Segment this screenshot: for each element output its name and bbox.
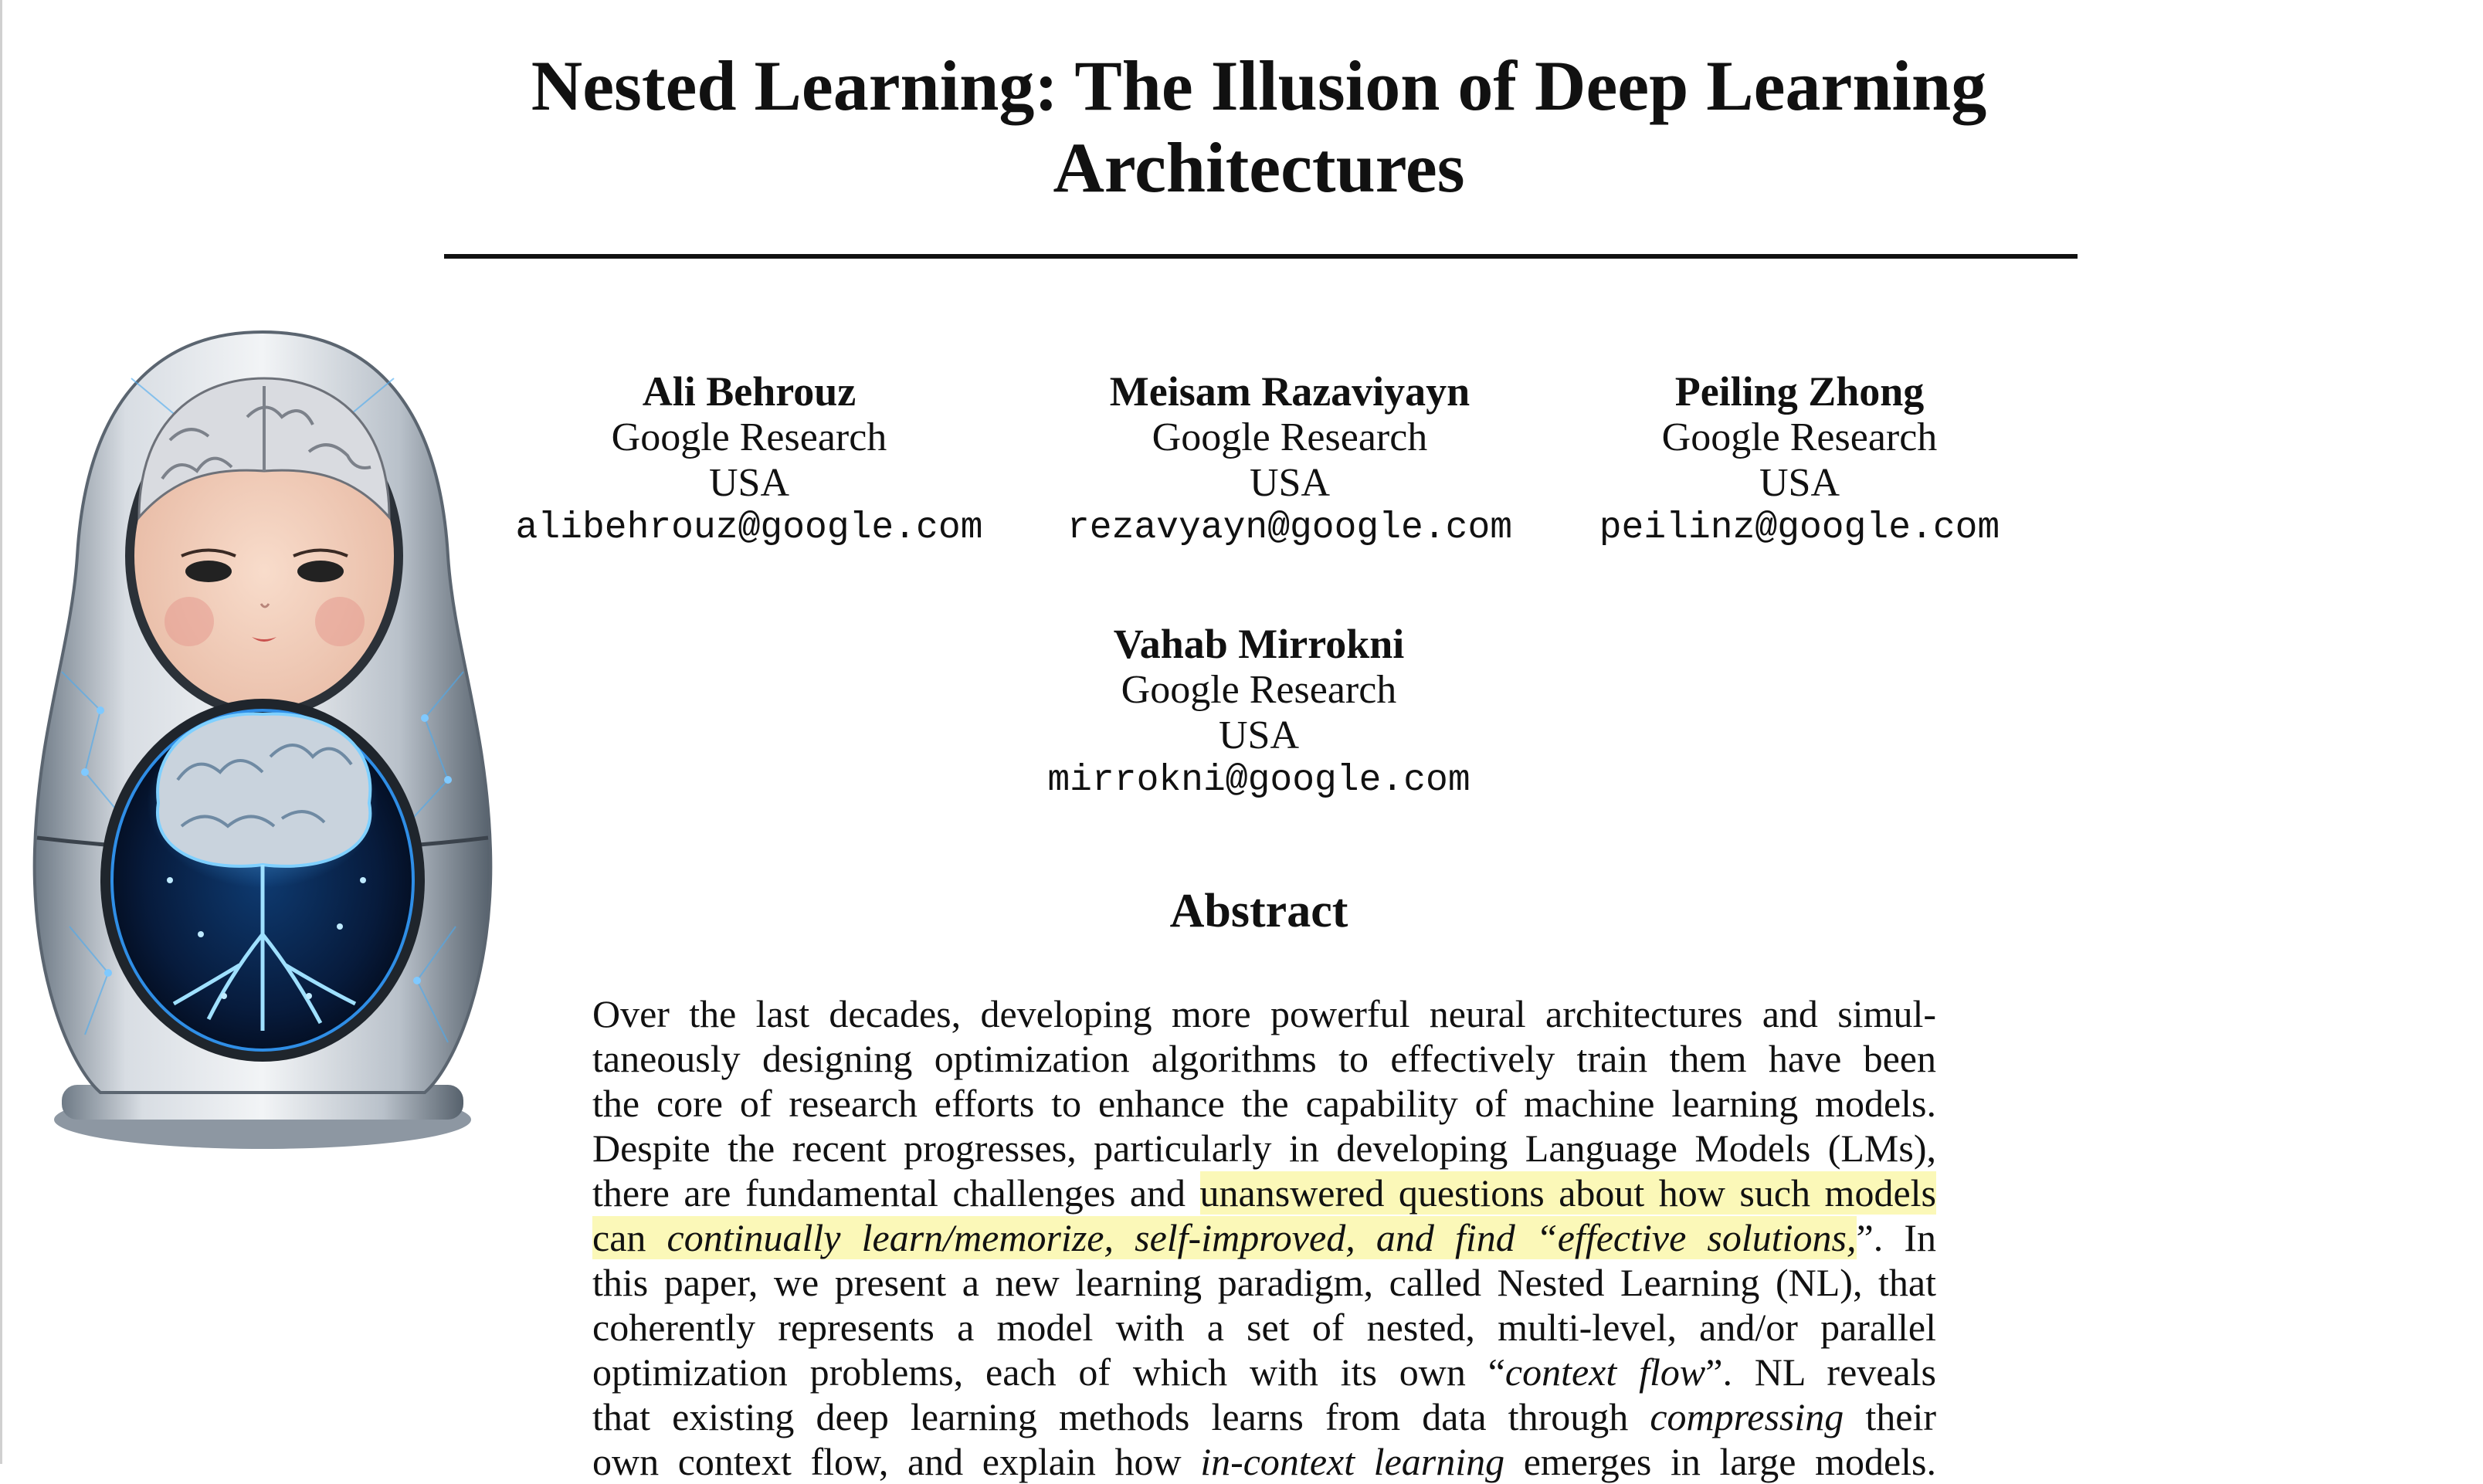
abstract-line (592, 1439, 1936, 1484)
title-line-1: Nested Learning: The Illusion of Deep Learning (531, 46, 1987, 125)
author-country: USA (708, 461, 790, 505)
author-email[interactable]: mirrokni@google.com (1047, 760, 1470, 801)
author-block (1012, 369, 1568, 551)
abstract-line: Despite the recent progresses, particularly in developing Language Models (LMs), (592, 1127, 1936, 1170)
author-name: Vahab Mirrokni (1113, 621, 1405, 667)
author-country: USA (1759, 461, 1840, 505)
abstract-fragment: there are fundamental challenges and (592, 1171, 1200, 1215)
page-left-edge (0, 0, 2, 1464)
abstract-fragment: ”. NL reveals (1705, 1350, 1936, 1394)
emphasized-text: context flow (1504, 1350, 1706, 1394)
emphasized-text: in-context learning (1200, 1440, 1505, 1483)
author-affiliation: Google Research (611, 415, 887, 459)
highlighted-text: continually learn/memorize, self-improved, (667, 1216, 1355, 1259)
abstract-fragment: ”. In (1856, 1216, 1936, 1259)
author-block (1521, 369, 2078, 551)
abstract-line (592, 1171, 1936, 1215)
abstract-line (592, 1350, 1936, 1394)
abstract-text (592, 991, 1936, 1484)
author-name: Ali Behrouz (642, 368, 856, 415)
author-affiliation: Google Research (1121, 668, 1397, 712)
abstract-line: Over the last decades, developing more powerful neural architectures and simul- (592, 992, 1936, 1035)
title-line-2: Architectures (1053, 128, 1465, 207)
author-email[interactable]: peilinz@google.com (1599, 507, 2000, 549)
author-affiliation: Google Research (1152, 415, 1428, 459)
author-email[interactable]: alibehrouz@google.com (515, 507, 983, 549)
highlighted-text: can (592, 1216, 667, 1259)
abstract-fragment: emerges in large models. (1504, 1440, 1936, 1483)
author-country: USA (1218, 713, 1300, 757)
title-rule (444, 254, 2078, 259)
abstract-fragment: optimization problems, each of which with its own “ (592, 1350, 1505, 1394)
matryoshka-brain-doll-icon (15, 324, 510, 1158)
author-country: USA (1249, 461, 1331, 505)
author-name: Peiling Zhong (1674, 368, 1925, 415)
paper-title (432, 45, 2085, 208)
author-email[interactable]: rezavyayn@google.com (1067, 507, 1513, 549)
abstract-heading: Abstract (1169, 885, 1348, 937)
author-block (479, 369, 1019, 551)
abstract-line (592, 1215, 1936, 1260)
abstract-fragment: own context flow, and explain how (592, 1440, 1201, 1483)
abstract-line: coherently represents a model with a set of nested, multi-level, and/or parallel (592, 1306, 1936, 1349)
abstract-line (592, 1394, 1936, 1439)
abstract-fragment: their (1844, 1395, 1936, 1438)
author-affiliation: Google Research (1661, 415, 1938, 459)
highlighted-text: and find “effective solutions, (1355, 1216, 1857, 1259)
abstract-line: the core of research efforts to enhance the capability of machine learning models. (592, 1082, 1936, 1125)
abstract-line: this paper, we present a new learning paradigm, called Nested Learning (NL), that (592, 1261, 1936, 1304)
abstract-fragment: that existing deep learning methods learns from data through (592, 1395, 1650, 1438)
author-name: Meisam Razaviyayn (1109, 368, 1470, 415)
highlighted-text: unanswered questions about how such models (1199, 1171, 1936, 1215)
emphasized-text: compressing (1650, 1395, 1844, 1438)
abstract-line: taneously designing optimization algorithms to effectively train them have been (592, 1037, 1936, 1080)
author-block (989, 622, 1529, 804)
